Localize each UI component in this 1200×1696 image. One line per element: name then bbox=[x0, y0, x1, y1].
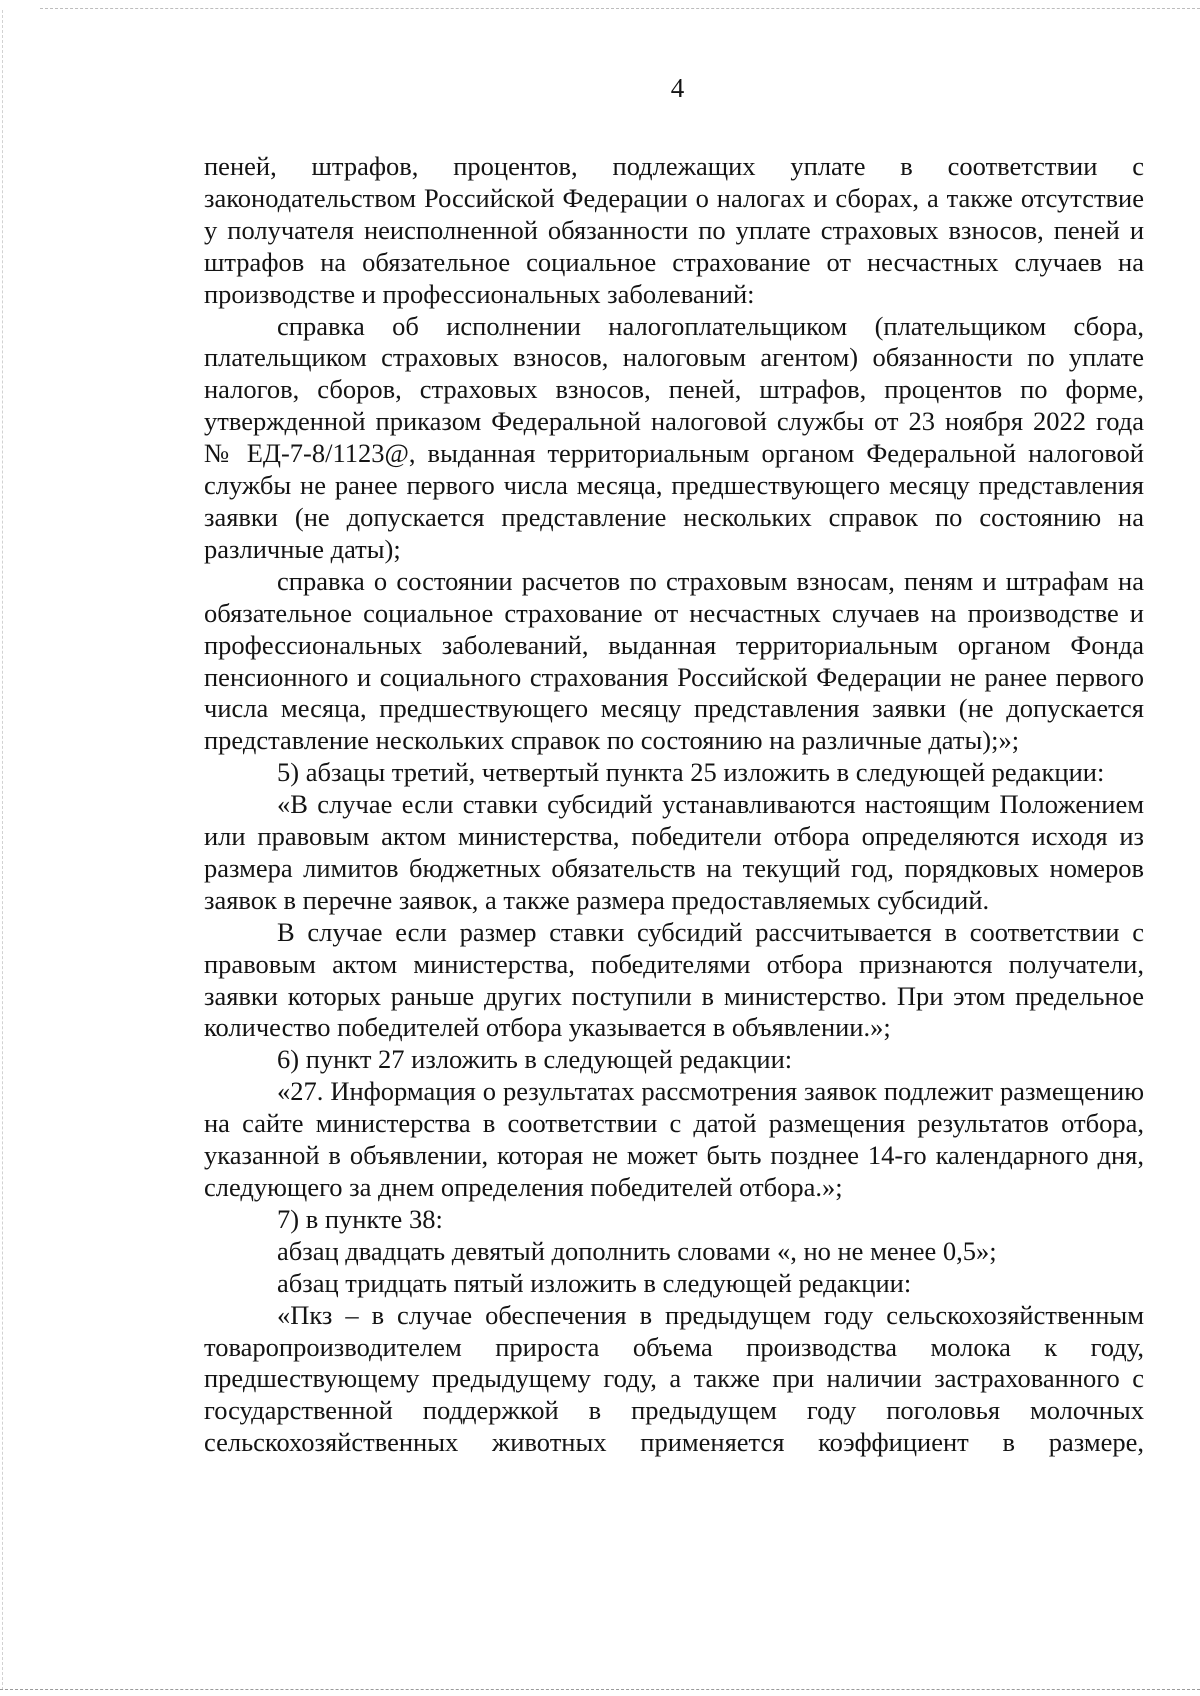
scan-edge-top bbox=[40, 8, 1200, 9]
scan-edge-bottom bbox=[0, 1689, 1200, 1690]
paragraph-amendment-5: 5) абзацы третий, четвертый пункта 25 изложить в следующей редакции: bbox=[277, 757, 1105, 788]
paragraph-abzac-35: абзац тридцать пятый изложить в следующей редакции: bbox=[277, 1267, 912, 1298]
paragraph-tax-certificate: справка об исполнении налогоплательщиком (плательщиком сбора, плательщиком страховых взносов, налоговым агентом) обязанности по уплате налогов, сборов, страховых взносов, пеней, штрафов, процентов по форме, утвержденной приказом Федеральной налоговой службы от 23 ноября 2022 года № ЕД-7-8/1123@, выданная территориальным органом Федеральной налоговой службы не ранее первого числа месяца, предшествующего месяцу представления заявки (не допускается представление нескольких справок по состоянию на различные даты); bbox=[204, 310, 1144, 564]
scan-edge-left bbox=[2, 10, 3, 1690]
paragraph-winners-selection: В случае если размер ставки субсидий рассчитывается в соответствии с правовым актом министерства, победителями отбора признаются получатели, заявки которых раньше других поступили в министерство. При этом предельное количество победителей отбора указывается в объявлении.»; bbox=[204, 916, 1144, 1043]
document-body bbox=[204, 151, 1144, 1459]
paragraph-amendment-6: 6) пункт 27 изложить в следующей редакции: bbox=[277, 1044, 793, 1075]
paragraph-abzac-29: абзац двадцать девятый дополнить словами «, но не менее 0,5»; bbox=[277, 1235, 997, 1266]
page-number: 4 bbox=[670, 73, 685, 103]
paragraph-clause-27: «27. Информация о результатах рассмотрения заявок подлежит размещению на сайте министерства в соответствии с датой размещения результатов отбора, указанной в объявлении, которая не может быть позднее 14-го календарного дня, следующего за днем определения победителей отбора.»; bbox=[204, 1076, 1144, 1202]
paragraph-taxes-continuation: пеней, штрафов, процентов, подлежащих уплате в соответствии с законодательством Российской Федерации о налогах и сборах, а также отсутствие у получателя неисполненной обязанности по уплате страховых взносов, пеней и штрафов на обязательное социальное страхование от несчастных случаев на производстве и профессиональных заболеваний: bbox=[204, 151, 1144, 309]
paragraph-coefficient-pkz: «Пкз – в случае обеспечения в предыдущем году сельскохозяйственным товаропроизводителем прироста объема производства молока к году, предшествующему предыдущему году, а также при наличии застрахованного с государственной поддержкой в предыдущем году поголовья молочных сельскохозяйственных животных применяется коэффициент в размере, bbox=[204, 1299, 1144, 1458]
paragraph-subsidy-rates: «В случае если ставки субсидий устанавливаются настоящим Положением или правовым актом министерства, победители отбора определяются исходя из размера лимитов бюджетных обязательств на текущий год, порядковых номеров заявок в перечне заявок, а также размера предоставляемых субсидий. bbox=[204, 789, 1144, 915]
paragraph-amendment-7: 7) в пункте 38: bbox=[277, 1203, 443, 1234]
paragraph-insurance-certificate: справка о состоянии расчетов по страховым взносам, пеням и штрафам на обязательное социальное страхование от несчастных случаев на производстве и профессиональных заболеваний, выданная территориальным органом Фонда пенсионного и социального страхования Российской Федерации не ранее первого числа месяца, предшествующего месяцу представления заявки (не допускается представление нескольких справок по состоянию на различные даты);»; bbox=[204, 565, 1144, 756]
